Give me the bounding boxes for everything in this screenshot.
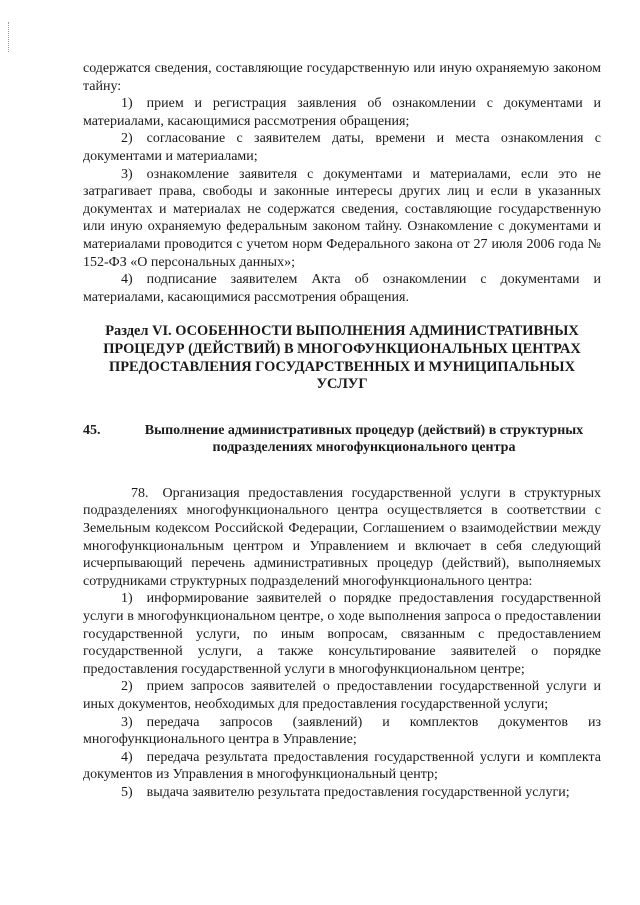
subsection-title: Выполнение административных процедур (действий) в структурных подразделениях многофункционального центра: [144, 422, 584, 456]
list-item: 4) подписание заявителем Акта об ознакомлении с документами и материалами, касающимися рассмотрения обращения.: [83, 272, 601, 305]
list-item: 1) информирование заявителей о порядке предоставления государственной услуги в многофункциональном центре, о ходе выполнения запроса о предоставлении государственной услуги, по иным вопросам, связанным с предоставлением государственной услуги, а также консультирование заявителей о порядке предоставления государственной услуги в многофункциональном центре;: [83, 591, 601, 677]
list-item: 3) ознакомление заявителя с документами и материалами, если это не затрагивает права, свободы и законные интересы других лиц и если в указанных документах и материалах не содержатся сведения, составляющие государственную или иную охраняемую федеральным законом тайну. Ознакомление с документами и материалами проводится с учетом норм Федерального закона от 27 июля 2006 года № 152-ФЗ «О персональных данных»;: [83, 166, 601, 270]
subsection-heading: [83, 422, 601, 457]
list-item: 2) согласование с заявителем даты, времени и места ознакомления с документами и материалами;: [83, 131, 601, 164]
document-page: [83, 60, 601, 802]
procedure-list-a: [83, 95, 601, 306]
section-heading: Раздел VI. ОСОБЕННОСТИ ВЫПОЛНЕНИЯ АДМИНИСТРАТИВНЫХ ПРОЦЕДУР (ДЕЙСТВИЙ) В МНОГОФУНКЦИОНАЛЬНЫХ ЦЕНТРАХ ПРЕДОСТАВЛЕНИЯ ГОСУДАРСТВЕННЫХ И МУНИЦИПАЛЬНЫХ УСЛУГ: [103, 323, 581, 393]
procedure-list-b: [83, 590, 601, 801]
subsection-number: 45.: [83, 422, 101, 438]
list-item: 4) передача результата предоставления государственной услуги и комплекта документов из Управления в многофункциональный центр;: [83, 749, 601, 783]
list-item: 1) прием и регистрация заявления об ознакомлении с документами и материалами, касающимися рассмотрения обращения;: [83, 96, 601, 129]
intro-paragraph: содержатся сведения, составляющие государственную или иную охраняемую законом тайну:: [83, 61, 601, 94]
paragraph-78: 78. Организация предоставления государственной услуги в структурных подразделениях многофункционального центра осуществляется в соответствии с Земельным кодексом Российской Федерации, Соглашением о взаимодействии между многофункциональным центром и Управлением и включает в себя следующий исчерпывающий перечень административных процедур (действий), выполняемых сотрудниками структурных подразделений многофункционального центра:: [83, 485, 601, 589]
margin-mark: [8, 22, 10, 52]
list-item: 2) прием запросов заявителей о предоставлении государственной услуги и иных документов, необходимых для предоставления государственной услуги;: [83, 679, 601, 712]
list-item: 3) передача запросов (заявлений) и комплектов документов из многофункционального центра в Управление;: [83, 714, 601, 748]
list-item: 5) выдача заявителю результата предоставления государственной услуги;: [121, 784, 570, 800]
